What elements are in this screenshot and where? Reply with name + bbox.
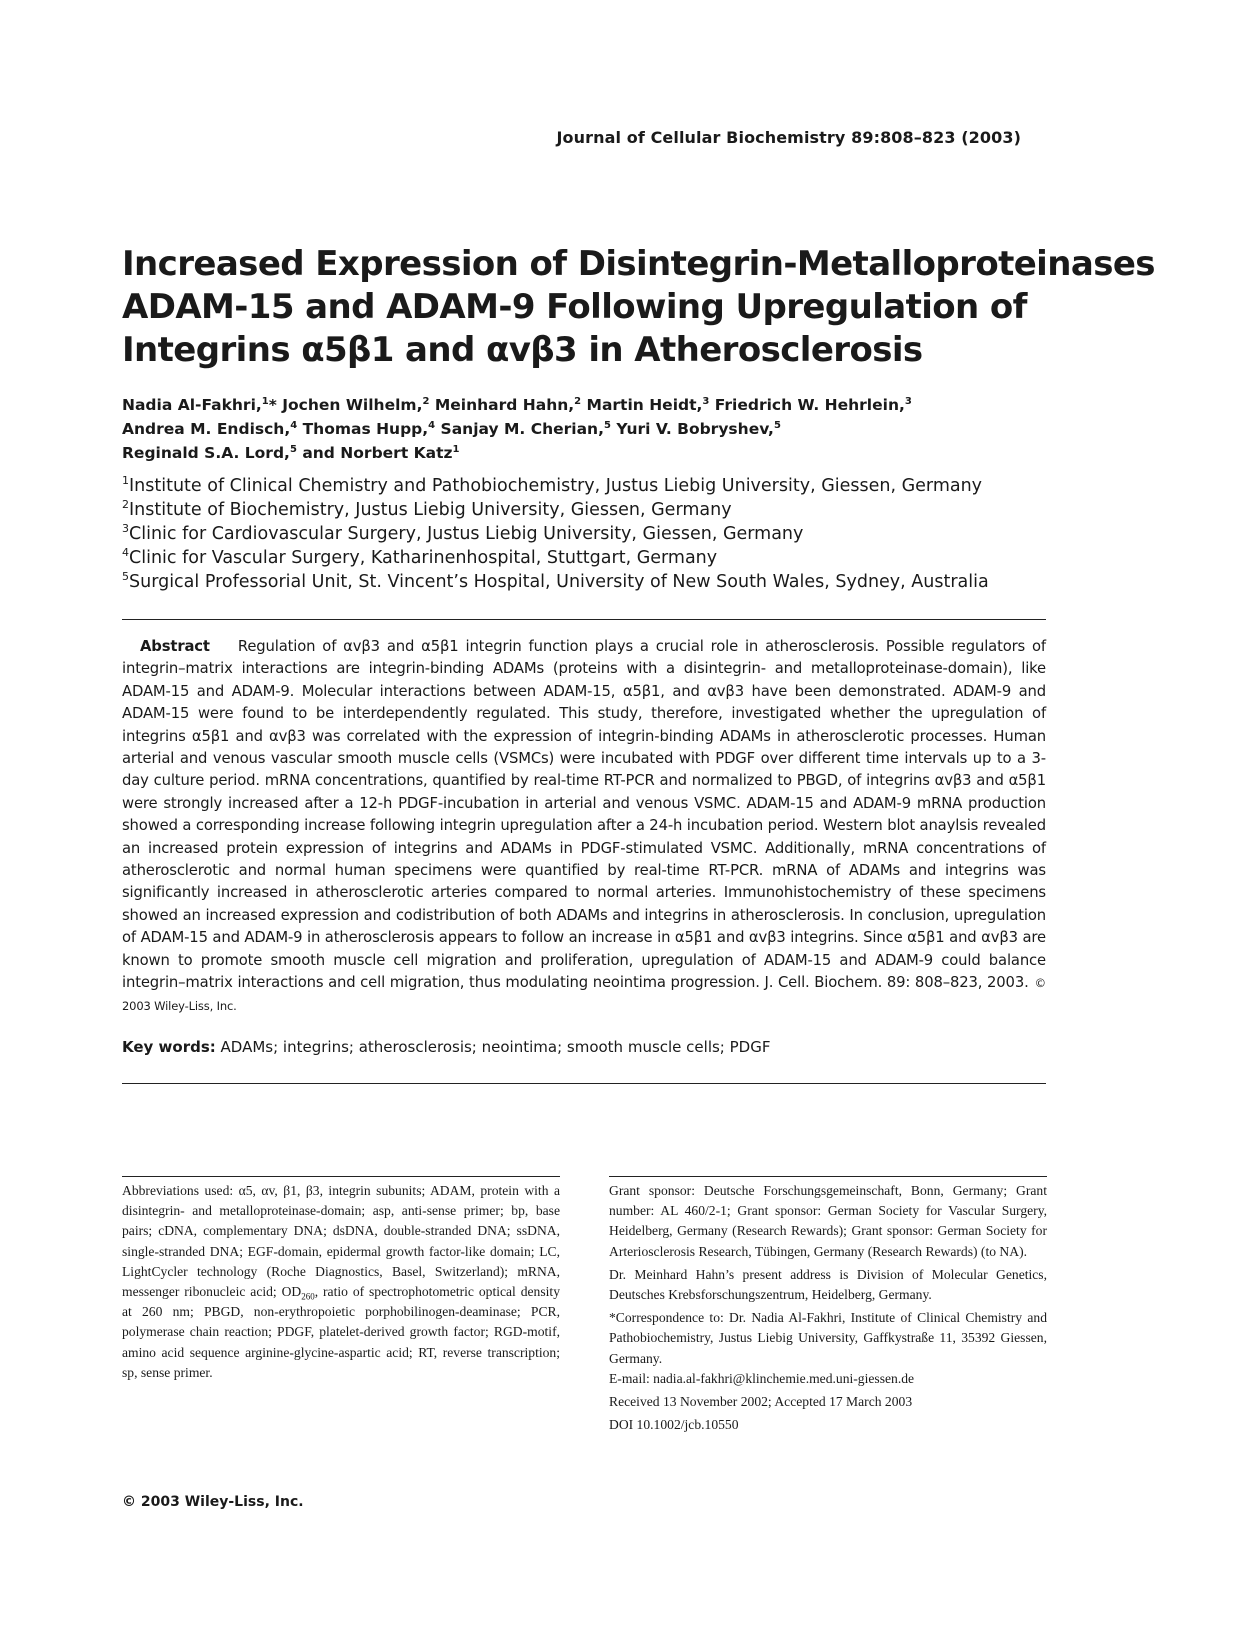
abbreviations-footnote [122,1176,560,1383]
affiliation [122,570,1122,594]
abstract-text: Regulation of αvβ3 and α5β1 integrin function plays a crucial role in atherosclerosis. Possible regulators of integrin–matrix interactions are integrin-binding ADAMs (proteins with a disintegrin- and metalloproteinase-domain), like ADAM-15 and ADAM-9. Molecular interactions between ADAM-15, α5β1, and αvβ3 have been demonstrated. ADAM-9 and ADAM-15 were found to be interdependently regulated. This study, therefore, investigated whether the upregulation of integrins α5β1 and αvβ3 was correlated with the expression of integrin-binding ADAMs in atherosclerotic processes. Human arterial and venous vascular smooth muscle cells (VSMCs) were incubated with PDGF over different time intervals up to a 3-day culture period. mRNA concentrations, quantified by real-time RT-PCR and normalized to PBGD, of integrins αvβ3 and α5β1 were strongly increased after a 12-h PDGF-incubation in arterial and venous VSMC. ADAM-15 and ADAM-9 mRNA production showed a corresponding increase following integrin upregulation after a 24-h incubation period. Western blot anaylsis revealed an increased protein expression of integrins and ADAMs in PDGF-stimulated VSMC. Additionally, mRNA concentrations of atherosclerotic and normal human specimens were quantified by real-time RT-PCR. mRNA of ADAMs and integrins was significantly increased in atherosclerotic arteries compared to normal arteries. Immunohistochemistry of these specimens showed an increased expression and codistribution of both ADAMs and integrins in atherosclerosis. In conclusion, upregulation of ADAM-15 and ADAM-9 in atherosclerosis appears to follow an increase in α5β1 and αvβ3 integrins. Since α5β1 and αvβ3 are known to promote smooth muscle cell migration and proliferation, upregulation of ADAM-15 and ADAM-9 could balance integrin–matrix interactions and cell migration, thus modulating neointima progression. J. Cell. Biochem. 89: 808–823, 2003. [122,638,1046,992]
affiliation-number: 3 [122,522,129,536]
author-line [122,441,1122,465]
abstract-bottom-divider [122,1083,1046,1084]
author-name: Meinhard Hahn, [434,396,575,414]
author-line [122,417,1122,441]
abstract-heading: Abstract [140,638,210,655]
author-name: and Norbert Katz [302,444,453,462]
title-line: Integrins α5β1 and αvβ3 in Atherosclerosis [122,330,923,370]
abstract [122,636,1046,1017]
affiliation-text: Clinic for Vascular Surgery, Katharinenhospital, Stuttgart, Germany [129,548,718,568]
address-note: Dr. Meinhard Hahn’s present address is Division of Molecular Genetics, Deutsches Krebsforschungszentrum, Heidelberg, Germany. [609,1266,1047,1303]
grant-note: Grant sponsor: Deutsche Forschungsgemeinschaft, Bonn, Germany; Grant number: AL 460/2-1; Grant sponsor: German Society for Vascular Surgery, Heidelberg, Germany (Research Rewards); Grant sponsor: German Society for Arteriosclerosis Research, Tübingen, Germany (Research Rewards) (to NA). [609,1183,1047,1259]
author-name: Friedrich W. Hehrlein, [714,396,905,414]
affiliation-text: Institute of Biochemistry, Justus Liebig University, Giessen, Germany [129,500,732,520]
footer-copyright: © 2003 Wiley-Liss, Inc. [122,1494,304,1510]
abstract-top-divider [122,619,1046,620]
author-affiliation-mark: 2 [422,395,430,407]
abbreviations-text: Abbreviations used: α5, αv, β1, β3, integrin subunits; ADAM, protein with a disintegrin- and metalloproteinase-domain; asp, anti-sense primer; bp, base pairs; cDNA, complementary DNA; dsDNA, double-stranded DNA; ssDNA, single-stranded DNA; EGF-domain, epidermal growth factor-like domain; LC, LightCycler technology (Roche Diagnostics, Basel, Switzerland); mRNA, messenger ribonucleic acid; OD [122,1183,560,1300]
abstract-copyright: © 2003 Wiley-Liss, Inc. [122,976,1046,1013]
author-affiliation-mark: 5 [773,419,781,431]
author-name: Reginald S.A. Lord, [122,444,290,462]
correspondence-text: *Correspondence to: Dr. Nadia Al-Fakhri, Institute of Clinical Chemistry and Pathobiochemistry, Justus Liebig University, Gaffkystraße 11, 35392 Giessen, Germany. [609,1310,1047,1366]
affiliation-text: Institute of Clinical Chemistry and Pathobiochemistry, Justus Liebig University, Giessen, Germany [129,476,983,496]
author-affiliation-mark: 1 [261,395,269,407]
title-line: ADAM-15 and ADAM-9 Following Upregulation of [122,287,1027,327]
keywords-label: Key words: [122,1038,216,1056]
journal-citation: Journal of Cellular Biochemistry 89:808–823 (2003) [556,128,1021,147]
author-affiliation-mark: 4 [290,419,298,431]
author-name: Yuri V. Bobryshev, [616,420,774,438]
abbreviations-subscript: 260 [301,1291,315,1302]
author-affiliation-mark: 1 [452,443,460,455]
affiliation-number: 1 [122,474,129,488]
abbreviations-text-cont: , ratio of spectrophotometric optical density at 260 nm; PBGD, non-erythropoietic porphobilinogen-deaminase; PCR, polymerase chain reaction; PDGF, platelet-derived growth factor; RGD-motif, amino acid sequence arginine-glycine-aspartic acid; RT, reverse transcription; sp, sense primer. [122,1284,560,1380]
author-affiliation-mark: 4 [428,419,436,431]
author-name: Jochen Wilhelm, [282,396,423,414]
author-name: Nadia Al-Fakhri, [122,396,262,414]
affiliation [122,546,1122,570]
affiliation [122,474,1122,498]
affiliation [122,522,1122,546]
author-affiliation-mark: 3 [904,395,912,407]
doi: DOI 10.1002/jcb.10550 [609,1417,739,1433]
author-line [122,393,1122,417]
author-name: Sanjay M. Cherian, [440,420,604,438]
keywords-text: ADAMs; integrins; atherosclerosis; neointima; smooth muscle cells; PDGF [220,1038,771,1056]
affiliation-text: Surgical Professorial Unit, St. Vincent’s Hospital, University of New South Wales, Sydney, Australia [129,572,989,592]
keywords [122,1038,1046,1056]
affiliation-number: 4 [122,546,129,560]
author-name: Martin Heidt, [586,396,703,414]
received-dates: Received 13 November 2002; Accepted 17 March 2003 [609,1394,913,1410]
affiliation-number: 5 [122,570,129,584]
title-line: Increased Expression of Disintegrin-Metalloproteinases [122,244,1155,284]
author-affiliation-mark: 2 [574,395,582,407]
author-affiliation-mark: 5 [289,443,297,455]
author-separator: * [268,396,283,414]
email-address: E-mail: nadia.al-fakhri@klinchemie.med.uni-giessen.de [609,1370,915,1386]
article-title [122,243,1155,372]
author-list [122,393,1122,465]
affiliation-list [122,474,1122,594]
author-name: Thomas Hupp, [302,420,429,438]
affiliation [122,498,1122,522]
article-notes [609,1176,1047,1438]
affiliation-text: Clinic for Cardiovascular Surgery, Justus Liebig University, Giessen, Germany [129,524,804,544]
author-affiliation-mark: 5 [603,419,611,431]
author-affiliation-mark: 3 [702,395,710,407]
correspondence-note [609,1308,1047,1389]
affiliation-number: 2 [122,498,129,512]
author-name: Andrea M. Endisch, [122,420,291,438]
